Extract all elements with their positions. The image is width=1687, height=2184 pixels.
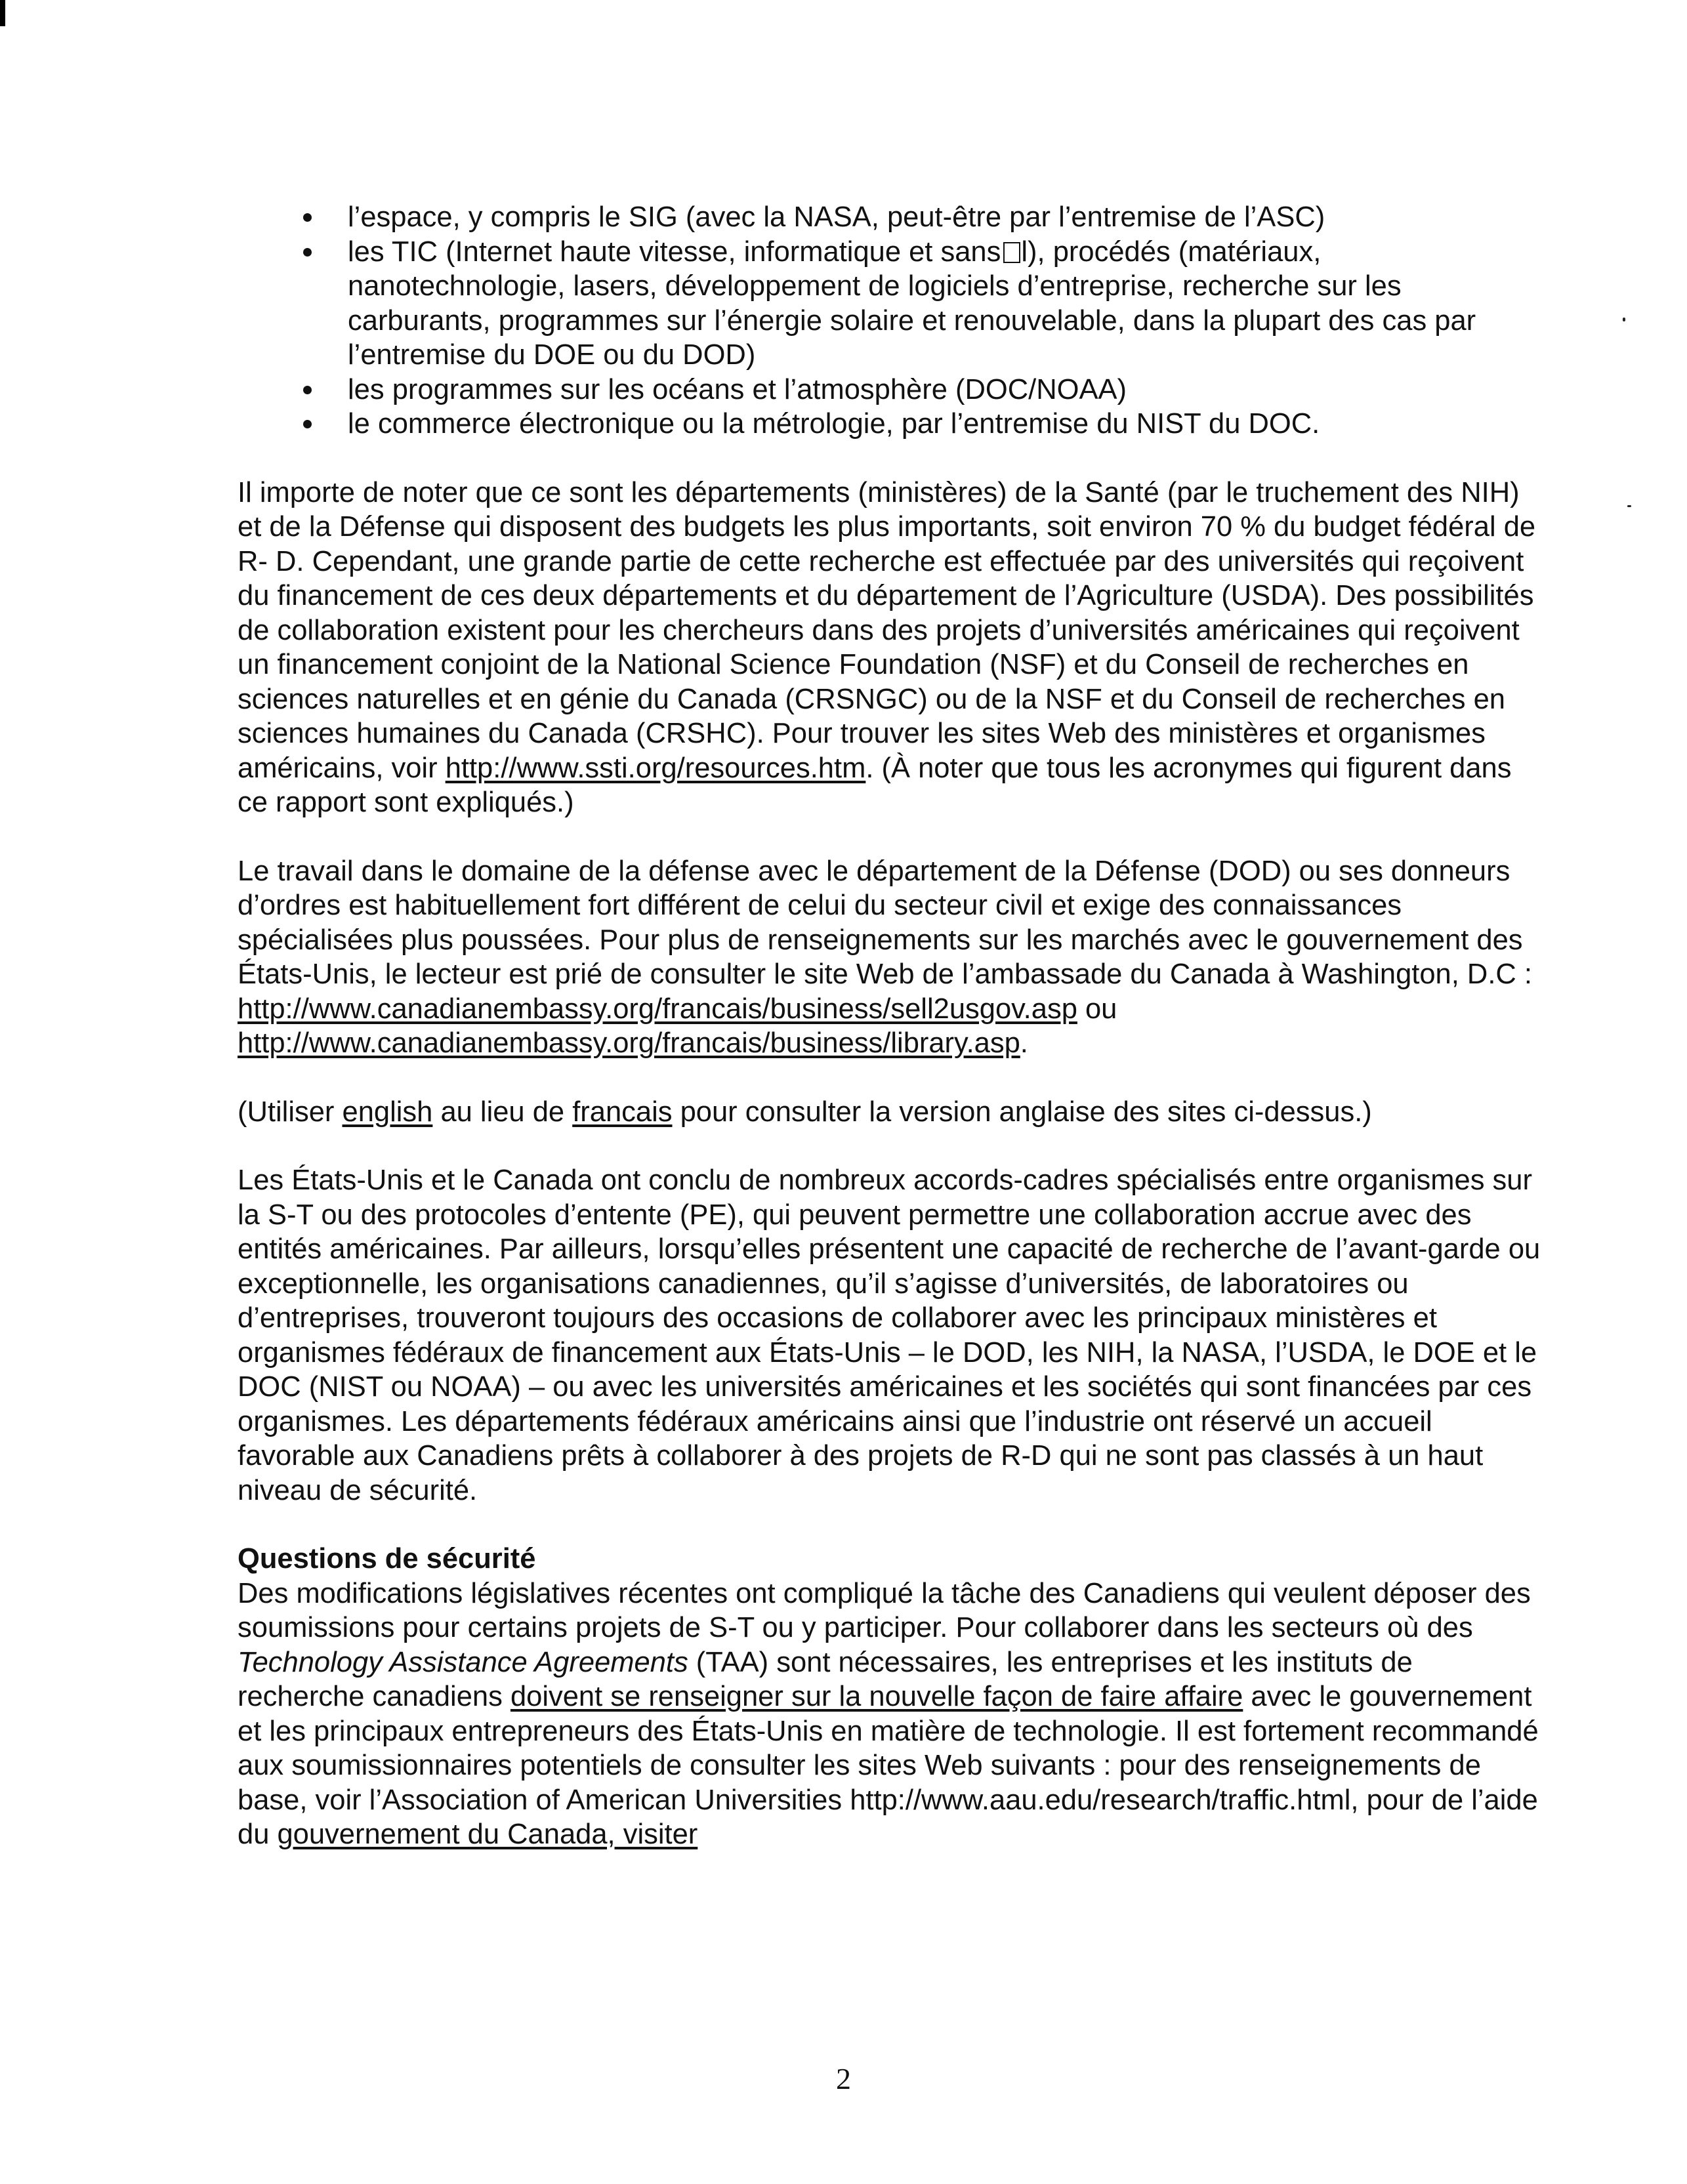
bullet-text: les programmes sur les océans et l’atmosphère (DOC/NOAA) bbox=[348, 373, 1127, 405]
link-english[interactable]: english bbox=[342, 1096, 433, 1128]
paragraph-text: pour consulter la version anglaise des sites ci-dessus.) bbox=[672, 1096, 1372, 1128]
bullet-dot-icon bbox=[303, 213, 312, 222]
bullet-dot-icon bbox=[303, 420, 312, 428]
section-heading: Questions de sécurité bbox=[238, 1543, 536, 1575]
scan-speck bbox=[1627, 505, 1631, 507]
scan-speck bbox=[1623, 318, 1625, 321]
bullet-dot-icon bbox=[303, 386, 312, 394]
link-ssti-resources[interactable]: http://www.ssti.org/resources.htm bbox=[445, 752, 866, 784]
paragraph-text: Il importe de noter que ce sont les départements (ministères) de la Santé (par le truchement des NIH) et de la Défense qui disposent des budgets les plus importants, soit environ 70 % du budget fédéral de R- D. Cependant, une grande partie de cette recherche est effectuée par des universités qui reçoivent du financement de ces deux départements et du département de l’Agriculture (USDA). Des possibilités de collaboration existent pour les chercheurs dans des projets d’universités américaines qui reçoivent un financement conjoint de la National Science Foundation (NSF) et du Conseil de recherches en sciences naturelles et en génie du Canada (CRSNGC) ou de la NSF et du Conseil de recherches en sciences humaines du Canada (CRSHC). Pour trouver les sites Web des ministères et organismes américains, voir bbox=[238, 476, 1536, 784]
scan-edge-mark bbox=[0, 0, 5, 26]
bullet-text-continued: l), procédés (matériaux, nanotechnologie, lasers, développement de logiciels d’entreprise, recherche sur les carburants, programmes sur l’énergie solaire et renouvelable, dans la plupart des cas par l’entremise du DOE ou du DOD) bbox=[348, 236, 1476, 371]
bullet-item bbox=[238, 373, 1543, 407]
link-embassy-library[interactable]: http://www.canadianembassy.org/francais/business/library.asp bbox=[238, 1027, 1020, 1059]
paragraph-text: au lieu de bbox=[432, 1096, 573, 1128]
paragraph-text: Des modifications législatives récentes ont compliqué la tâche des Canadiens qui veulent déposer des soumissions pour certains projets de S-T ou y participer. Pour collaborer dans les secteurs où des bbox=[238, 1577, 1531, 1643]
page-number: 2 bbox=[836, 2062, 851, 2095]
bullet-text: l’espace, y compris le SIG (avec la NASA, peut-être par l’entremise de l’ASC) bbox=[348, 201, 1325, 233]
link-francais[interactable]: francais bbox=[572, 1096, 673, 1128]
paragraph-text: (Utiliser bbox=[238, 1096, 343, 1128]
missing-glyph-box-icon bbox=[1003, 242, 1020, 263]
bullet-item bbox=[238, 200, 1543, 235]
paragraph-text: ou bbox=[1077, 993, 1117, 1025]
paragraph-budgets bbox=[238, 476, 1543, 820]
paragraph-defense bbox=[238, 854, 1543, 1061]
link-government-canada[interactable]: gouvernement du Canada, visiter bbox=[277, 1819, 698, 1850]
paragraph-text: . bbox=[1020, 1027, 1028, 1059]
italic-term: Technology Assistance Agreements bbox=[238, 1646, 688, 1678]
paragraph-text: Le travail dans le domaine de la défense avec le département de la Défense (DOD) ou ses donneurs d’ordres est habituellement fort différent de celui du secteur civil et exige des connaissances spécialisées plus poussées. Pour plus de renseignements sur les marchés avec le gouvernement des États-Unis, le lecteur est prié de consulter le site Web de l’ambassade du Canada à Washington, D.C : bbox=[238, 855, 1533, 990]
paragraph-text: . (À noter que tous les acronymes qui figurent dans ce rapport sont expliqués.) bbox=[238, 752, 1512, 818]
bullet-item bbox=[238, 235, 1543, 373]
paragraph-language-note bbox=[238, 1095, 1543, 1130]
document-body bbox=[238, 200, 1543, 1852]
link-embassy-sell2usgov[interactable]: http://www.canadianembassy.org/francais/business/sell2usgov.asp bbox=[238, 993, 1077, 1025]
paragraph-text: (TAA) sont nécessaires, les entreprises et les instituts de recherche canadiens bbox=[238, 1646, 1413, 1712]
paragraph-security bbox=[238, 1576, 1543, 1852]
bullet-dot-icon bbox=[303, 248, 312, 257]
paragraph-text: Les États-Unis et le Canada ont conclu de nombreux accords-cadres spécialisés entre organismes sur la S-T ou des protocoles d’entente (PE), qui peuvent permettre une collaboration accrue avec des entités américaines. Par ailleurs, lorsqu’elles présentent une capacité de recherche de l’avant-garde ou exceptionnelle, les organisations canadiennes, qu’il s’agisse d’universités, de laboratoires ou d’entreprises, trouveront toujours des occasions de collaborer avec les principaux ministères et organismes fédéraux de financement aux États-Unis – le DOD, les NIH, la NASA, l’USDA, le DOE et le DOC (NIST ou NOAA) – ou avec les universités américaines et les sociétés qui sont financées par ces organismes. Les départements fédéraux américains ainsi que l’industrie ont réservé un accueil favorable aux Canadiens prêts à collaborer à des projets de R-D qui ne sont pas classés à un haut niveau de sécurité. bbox=[238, 1164, 1541, 1506]
bullet-text: le commerce électronique ou la métrologie, par l’entremise du NIST du DOC. bbox=[348, 408, 1320, 440]
link-new-way-business[interactable]: doivent se renseigner sur la nouvelle façon de faire affaire bbox=[510, 1681, 1243, 1712]
bullet-list bbox=[238, 200, 1543, 442]
bullet-text: les TIC (Internet haute vitesse, informatique et sans bbox=[348, 236, 1001, 268]
paragraph-text: avec le gouvernement et les principaux entrepreneurs des États-Unis en matière de technologie. Il est fortement recommandé aux soumissionnaires potentiels de consulter les sites Web suivants : pour des renseignements de base, voir l’Association of American Universities http://www.aau.edu/research/traffic.html, pour de l’aide du bbox=[238, 1681, 1539, 1850]
bullet-item bbox=[238, 407, 1543, 442]
paragraph-agreements bbox=[238, 1163, 1543, 1508]
